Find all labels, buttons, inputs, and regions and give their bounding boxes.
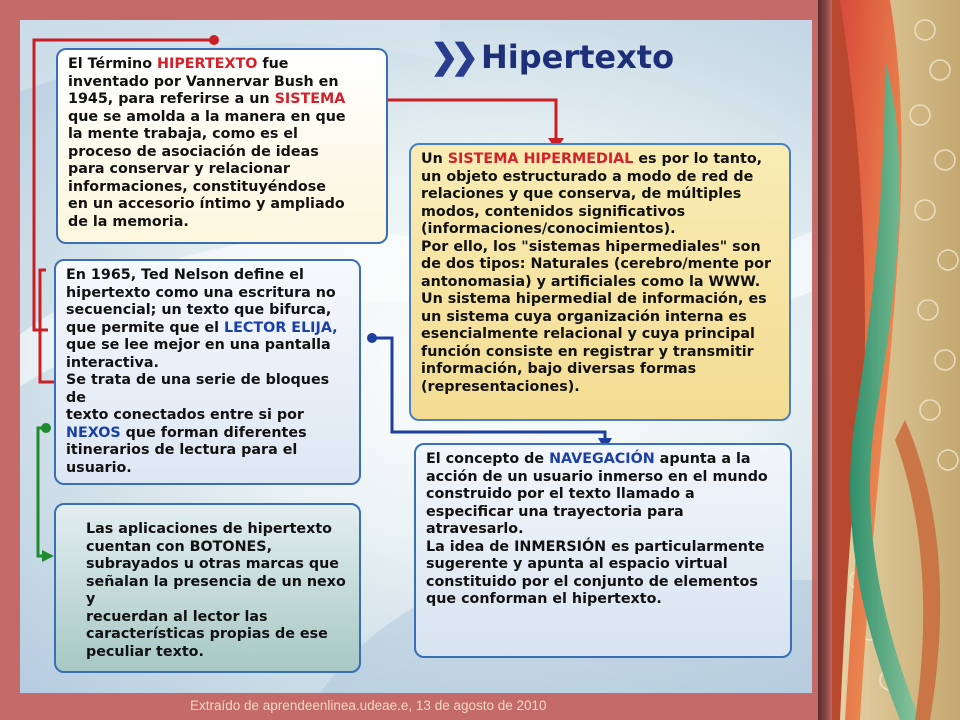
green-arrowhead — [42, 550, 54, 562]
frame-shadow — [818, 0, 832, 720]
slide-title — [430, 32, 674, 82]
source-caption: Extraído de aprendeenlinea.udeae.e, 13 de agosto de 2010 — [190, 698, 547, 713]
box-navegacion: El concepto de NAVEGACIÓN apunta a la acción de un usuario inmerso en el mundo construido por el texto llamado a especificar una trayectoria para atravesarlo. La idea de INMERSIÓN es particularmente sugerente y apunta al espacio virtual constituido por el conjunto de elementos que conforman el hipertexto. — [414, 443, 792, 658]
title-text: Hipertexto — [480, 38, 675, 76]
green-connector — [38, 428, 46, 556]
slide-canvas — [20, 20, 812, 693]
box-sistema-hipermedial: Un SISTEMA HIPERMEDIAL es por lo tanto, un objeto estructurado a modo de red de relaciones y que conserva, de múltiples modos, contenidos significativos (informaciones/conocimientos). Por ello, los "sistemas hipermediales" son de dos tipos: Naturales (cerebro/mente por antonomasia) y artificiales como la WWW. Un sistema hipermedial de información, es un sistema cuya organización interna es esencialmente relacional y cuya principal función consiste en registrar y transmitir información, bajo diversas formas (representaciones). — [409, 143, 791, 421]
box-ted-nelson: En 1965, Ted Nelson define el hipertexto como una escritura no secuencial; un texto que bifurca, que permite que el LECTOR ELIJA, que se lee mejor en una pantalla interactiva. Se trata de una serie de bloques de texto conectados entre si por NEXOS que forman diferentes itinerarios de lectura para el usuario. — [54, 259, 361, 485]
floral-ribbon-decoration — [830, 0, 960, 720]
decorative-side-panel — [830, 0, 960, 720]
red-node-dot — [209, 35, 219, 45]
box-botones: Las aplicaciones de hipertexto cuentan con BOTONES, subrayados u otras marcas que señalan la presencia de un nexo y recuerdan al lector las características propias de ese peculiar texto. — [54, 503, 361, 673]
blue-node-dot — [367, 333, 377, 343]
double-chevron-right-icon: ❯❯ — [430, 38, 471, 76]
green-node-dot — [41, 423, 51, 433]
box-hipertexto-definition: El Término HIPERTEXTO fue inventado por Vannervar Bush en 1945, para referirse a un SISTEMA que se amolda a la manera en que la mente trabaja, como es el proceso de asociación de ideas para conservar y relacionar informaciones, constituyéndose en un accesorio íntimo y ampliado de la memoria. — [56, 48, 388, 244]
